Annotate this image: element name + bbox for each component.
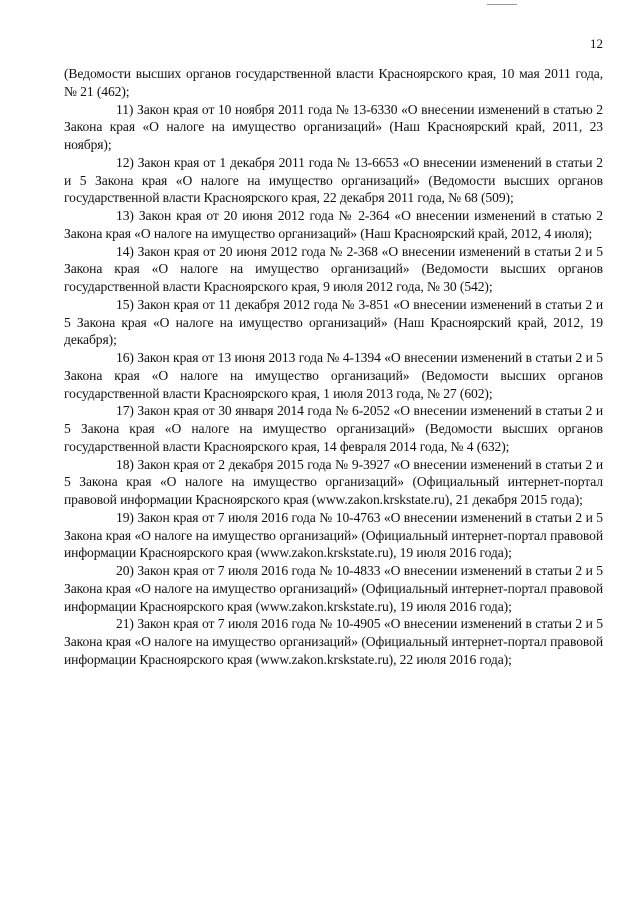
list-item-19: 19) Закон края от 7 июля 2016 года № 10-4763 «О внесении изменений в статьи 2 и 5 Закона края «О налоге на имущество организаций» (Официальный интернет-портал правовой информации Красноярского края (www.zakon.krskstate.ru), 19 июля 2016 года);: [64, 509, 603, 561]
list-item-11: 11) Закон края от 10 ноября 2011 года № 13-6330 «О внесении изменений в статью 2 Закона края «О налоге на имущество организаций» (Наш Красноярский край, 2011, 23 ноября);: [64, 101, 603, 152]
list-item-16: 16) Закон края от 13 июня 2013 года № 4-1394 «О внесении изменений в статьи 2 и 5 Закона края «О налоге на имущество организаций» (Ведомости высших органов государственной власти Красноярского края, 1 июля 2013 года, № 27 (602);: [64, 350, 603, 401]
list-item-20: 20) Закон края от 7 июля 2016 года № 10-4833 «О внесении изменений в статьи 2 и 5 Закона края «О налоге на имущество организаций» (Официальный интернет-портал правовой информации Красноярского края (www.zakon.krskstate.ru), 19 июля 2016 года);: [64, 563, 603, 614]
page-number: 12: [590, 36, 603, 51]
scan-artifact-line: [487, 4, 517, 5]
list-item-15: 15) Закон края от 11 декабря 2012 года № 3-851 «О внесении изменений в статьи 2 и 5 Закона края «О налоге на имущество организаций» (Наш Красноярский край, 2012, 19 декабря);: [64, 296, 603, 348]
document-body: [64, 65, 603, 669]
paragraph-continuation: (Ведомости высших органов государственной власти Красноярского края, 10 мая 2011 года, № 21 (462);: [64, 66, 603, 99]
list-item-18: 18) Закон края от 2 декабря 2015 года № 9-3927 «О внесении изменений в статьи 2 и 5 Закона края «О налоге на имущество организаций» (Официальный интернет-портал правовой информации Красноярского края (www.zakon.krskstate.ru), 21 декабря 2015 года);: [64, 456, 603, 507]
list-item-21: 21) Закон края от 7 июля 2016 года № 10-4905 «О внесении изменений в статьи 2 и 5 Закона края «О налоге на имущество организаций» (Официальный интернет-портал правовой информации Красноярского края (www.zakon.krskstate.ru), 22 июля 2016 года);: [64, 616, 603, 667]
list-item-17: 17) Закон края от 30 января 2014 года № 6-2052 «О внесении изменений в статьи 2 и 5 Закона края «О налоге на имущество организаций» (Ведомости высших органов государственной власти Красноярского края, 14 февраля 2014 года, № 4 (632);: [64, 403, 603, 454]
list-item-12: 12) Закон края от 1 декабря 2011 года № 13-6653 «О внесении изменений в статьи 2 и 5 Закона края «О налоге на имущество организаций» (Ведомости высших органов государственной власти Красноярского края, 22 декабря 2011 года, № 68 (509);: [64, 154, 603, 206]
list-item-14: 14) Закон края от 20 июня 2012 года № 2-368 «О внесении изменений в статьи 2 и 5 Закона края «О налоге на имущество организаций» (Ведомости высших органов государственной власти Красноярского края, 9 июля 2012 года, № 30 (542);: [64, 243, 603, 294]
list-item-13: 13) Закон края от 20 июня 2012 года № 2-364 «О внесении изменений в статью 2 Закона края «О налоге на имущество организаций» (Наш Красноярский край, 2012, 4 июля);: [64, 208, 603, 241]
